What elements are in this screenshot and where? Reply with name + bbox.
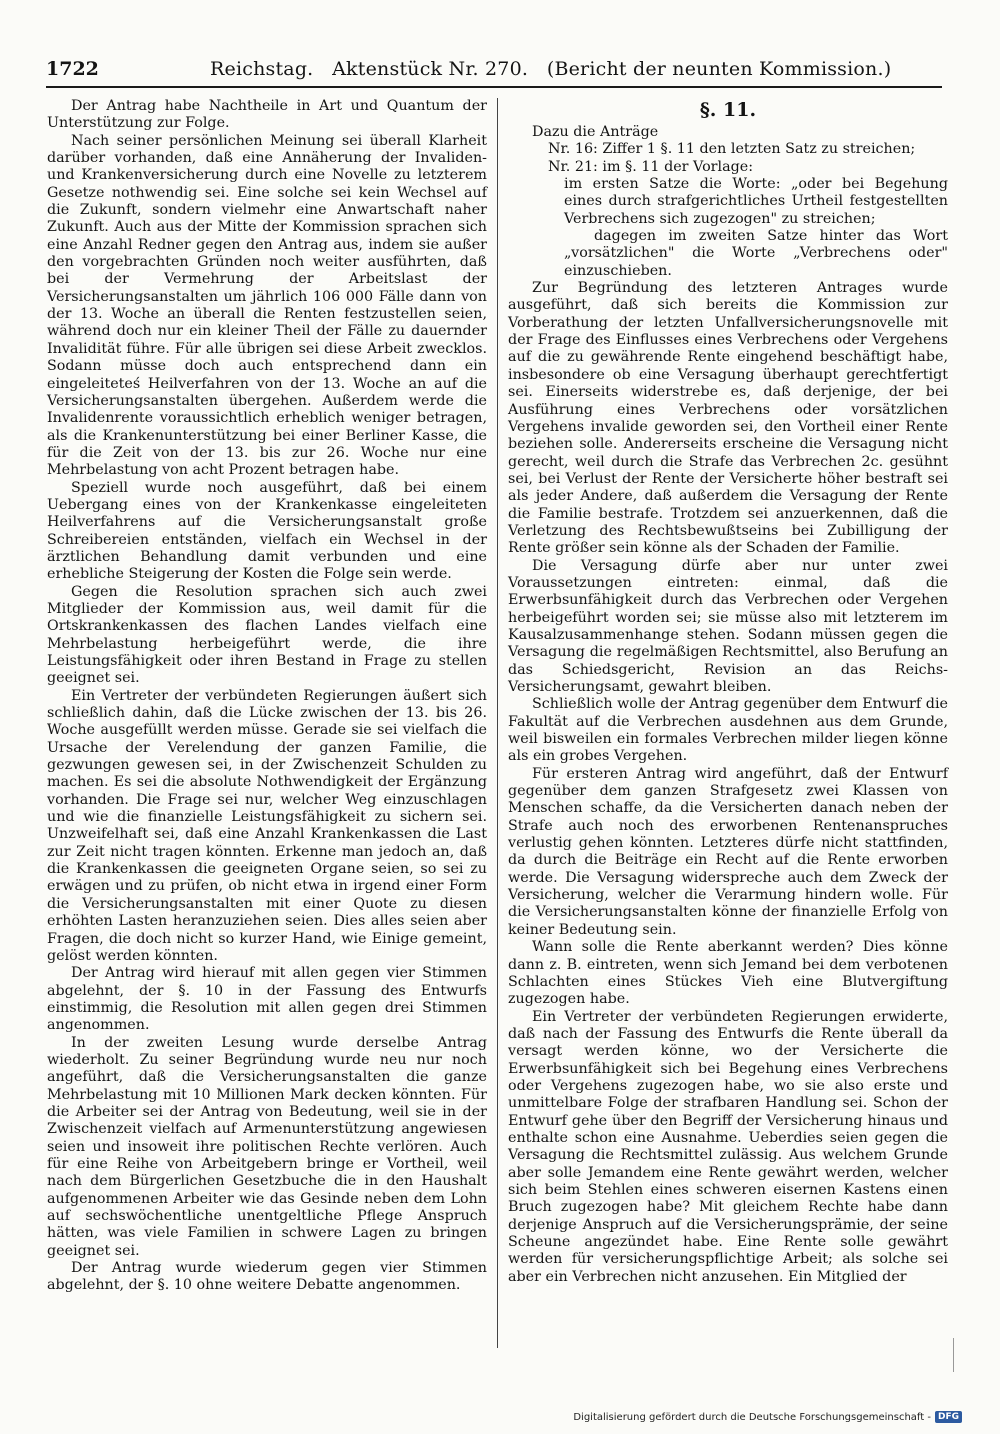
header-rule [46,86,942,88]
dfg-logo: DFG [935,1411,962,1423]
page-number: 1722 [46,58,99,80]
column-divider [497,98,498,1348]
paragraph: Die Versagung dürfe aber nur unter zwei Voraussetzungen eintreten: einmal, daß die Erwerbsunfähigkeit durch das Verbrechen oder Vergehen herbeigeführt worden sei; sie müsse also mit letzterem im Kausalzusammenhange stehen. Sodann müssen gegen die Versagung die regelmäßigen Rechtsmittel, also Berufung an das Schiedsgericht, Revision an das Reichs-Versicherungsamt, gewahrt bleiben. [508,557,948,695]
paragraph: Zur Begründung des letzteren Antrages wurde ausgeführt, daß sich bereits die Kommission zur Vorberathung der letzten Unfallversicherungsnovelle mit der Frage des Einflusses eines Verbrechens oder Vergehens auf die zu gewährende Rente eingehend beschäftigt habe, insbesondere ob eine Versagung überhaupt gerechtfertigt sei. Einerseits widerstrebe es, daß derjenige, der bei Ausführung eines Verbrechens oder vorsätzlichen Vergehens invalide geworden sei, den Vortheil einer Rente beziehen solle. Andererseits erscheine die Versagung nicht gerecht, weil durch die Strafe das Verbrechen 2c. gesühnt sei, bei Verlust der Rente der Versicherte höher bestraft sei als jeder Andere, daß außerdem die Versagung der Rente die Familie bestrafe. Trotzdem sei anzuerkennen, daß die Verletzung des Rechtsbewußtseins bei Zubilligung der Rente größer sein könne als der Schaden der Familie. [508,280,948,557]
running-header [46,58,942,88]
motion-quote: dagegen im zweiten Satze hinter das Wort „vorsätzlichen" die Worte „Verbrechens oder" einzuschieben. [564,228,948,279]
paragraph: Der Antrag habe Nachtheile in Art und Quantum der Unterstützung zur Folge. [47,98,487,132]
motion-16: Nr. 16: Ziffer 1 §. 11 den letzten Satz zu streichen; [548,141,916,158]
margin-mark [953,1338,954,1372]
left-column [47,98,487,1295]
paragraph: In der zweiten Lesung wurde derselbe Antrag wiederholt. Zu seiner Begründung wurde neu nur noch angeführt, daß die Versicherungsanstalten die ganze Mehrbelastung mit 10 Millionen Mark decken könnten. Für die Arbeiter sei der Antrag von Bedeutung, weil sie in der Zwischenzeit vielfach auf Armenunterstützung angewiesen seien und insoweit ihre politischen Rechte verlören. Auch für eine Reihe von Arbeitgebern bringe er Vortheil, weil nach dem Bürgerlichen Gesetzbuche die in den Haushalt aufgenommenen Arbeiter wie das Gesinde neben dem Lohn auf sechswöchentliche unentgeltliche Pflege Anspruch hätten, was viele Familien in schwere Lagen zu bringen geeignet sei. [47,1034,487,1259]
right-column [508,98,948,1286]
credit-text: Digitalisierung gefördert durch die Deutsche Forschungsgemeinschaft - [573,1411,931,1423]
paragraph: Ein Vertreter der verbündeten Regierungen äußert sich schließlich dahin, daß die Lücke zwischen der 13. bis 26. Woche ausgefüllt werden müsse. Gerade sie sei vielfach die Ursache der Verelendung der ganzen Familie, die gezwungen gewesen sei, in der Zwischenzeit Schulden zu machen. Es sei die absolute Nothwendigkeit der Ergänzung vorhanden. Die Frage sei nur, welcher Weg einzuschlagen und wie die finanzielle Leistungsfähigkeit zu sichern sei. Unzweifelhaft sei, daß eine Anzahl Krankenkassen die Last zur Zeit nicht tragen könnten. Erkenne man jedoch an, daß die Krankenkassen die geeigneten Organe seien, so sei zu erwägen und zu prüfen, ob nicht etwa in irgend einer Form die Versicherungsanstalten mit einer Quote zu diesen erhöhten Lasten heranzuziehen seien. Dies alles seien aber Fragen, die doch nicht so kurzer Hand, wie Einige gemeint, gelöst werden könnten. [47,687,487,964]
paragraph: Ein Vertreter der verbündeten Regierungen erwiderte, daß nach der Fassung des Entwurfs die Rente überall da versagt werden könne, wo der Versicherte die Erwerbsunfähigkeit sich bei Begehung eines Verbrechens oder Vergehens zugezogen habe, wo sie also erste und unmittelbare Folge der strafbaren Handlung sei. Schon der Entwurf gehe über den Begriff der Versicherung hinaus und enthalte schon eine Ausnahme. Ueberdies seien gegen die Versagung die Rechtsmittel zulässig. Aus welchem Grunde aber solle Jemandem eine Rente gewährt werden, welcher sich beim Stehlen eines schweren eisernen Kastens einen Bruch zugezogen habe? Mit gleichem Rechte habe dann derjenige Anspruch auf die Versicherungsprämie, der seine Scheune angezündet habe. Eine Rente solle gewährt werden für versicherungspflichtige Arbeit; als solche sei aber ein Verbrechen nicht anzusehen. Ein Mitglied der [508,1008,948,1285]
paragraph: Speziell wurde noch ausgeführt, daß bei einem Uebergang eines von der Krankenkasse eingeleiteten Heilverfahrens auf die Versicherungsanstalt große Schreibereien entständen, vielfach ein Wechsel in der ärztlichen Behandlung damit verbunden und eine erhebliche Steigerung der Kosten die Folge sein werde. [47,479,487,583]
motion-quote: im ersten Satze die Worte: „oder bei Begehung eines durch strafgerichtliches Urtheil festgestellten Verbrechens sich zugezogen" zu streichen; [564,176,948,227]
paragraph: Wann solle die Rente aberkannt werden? Dies könne dann z. B. eintreten, wenn sich Jemand bei dem verbotenen Schlachten eines Stückes Vieh eine Blutvergiftung zugezogen habe. [508,939,948,1008]
paragraph: Gegen die Resolution sprachen sich auch zwei Mitglieder der Kommission aus, weil damit für die Ortskrankenkassen des flachen Landes vielfach eine Mehrbelastung herbeigeführt werde, die ihre Leistungsfähigkeit oder ihren Bestand in Frage zu stellen geeignet sei. [47,583,487,687]
paragraph: Der Antrag wurde wiederum gegen vier Stimmen abgelehnt, der §. 10 ohne weitere Debatte angenommen. [47,1260,487,1294]
section-title: §. 11. [699,99,757,121]
paragraph: Für ersteren Antrag wird angeführt, daß der Entwurf gegenüber dem ganzen Strafgesetz zwei Klassen von Menschen schaffe, da die Versicherten danach neben der Strafe auch noch des erworbenen Rentenanspruches verlustig gehen könnten. Letzteres dürfe nicht stattfinden, da durch die Beiträge ein Recht auf die Rente erworben werde. Die Versagung widerspreche auch dem Zweck der Versicherung, welcher die Verarmung hindern wolle. Für die Versicherungsanstalten könne der finanzielle Erfolg von keiner Bedeutung sein. [508,765,948,938]
running-title: Reichstag. Aktenstück Nr. 270. (Bericht der neunten Kommission.) [210,58,892,80]
digitization-credit [573,1411,962,1423]
paragraph: Nach seiner persönlichen Meinung sei überall Klarheit darüber vorhanden, daß eine Annäherung der Invaliden- und Krankenversicherung durch eine Novelle zu letzterem Gesetze nothwendig sei. Eine solche sei kein Wechsel auf die Zukunft, sondern vielmehr eine Anwartschaft naher Zukunft. Auch aus der Mitte der Kommission sprachen sich eine Anzahl Redner gegen den Antrag aus, indem sie außer den vorgebrachten Gründen noch weiter ausführten, daß bei der Vermehrung der Arbeitslast der Versicherungsanstalten um jährlich 106 000 Fälle dann von der 13. Woche an überall die Renten festzustellen seien, während doch nur ein kleiner Theil der Fälle zu dauernder Invalidität führe. Für alle übrigen sei diese Arbeit zwecklos. Sodann müsse doch auch entsprechend dann ein eingeleiteteś Heilverfahren von der 13. Woche an auf die Versicherungsanstalten übergehen. Außerdem werde die Invalidenrente voraussichtlich erheblich weniger betragen, als die Krankenunterstützung bei einer Berliner Kasse, die für die Zeit von der 13. bis zur 26. Woche nur eine Mehrbelastung von acht Prozent betragen habe. [47,132,487,479]
motions-intro: Dazu die Anträge [532,124,659,140]
paragraph: Der Antrag wird hierauf mit allen gegen vier Stimmen abgelehnt, der §. 10 in der Fassung des Entwurfs einstimmig, die Resolution mit allen gegen drei Stimmen angenommen. [47,965,487,1034]
motion-21: Nr. 21: im §. 11 der Vorlage: [548,158,754,175]
paragraph: Schließlich wolle der Antrag gegenüber dem Entwurf die Fakultät auf die Verbrechen ausdehnen aus dem Grunde, weil bisweilen ein formales Verbrechen milder liegen könne als ein grobes Vergehen. [508,696,948,765]
